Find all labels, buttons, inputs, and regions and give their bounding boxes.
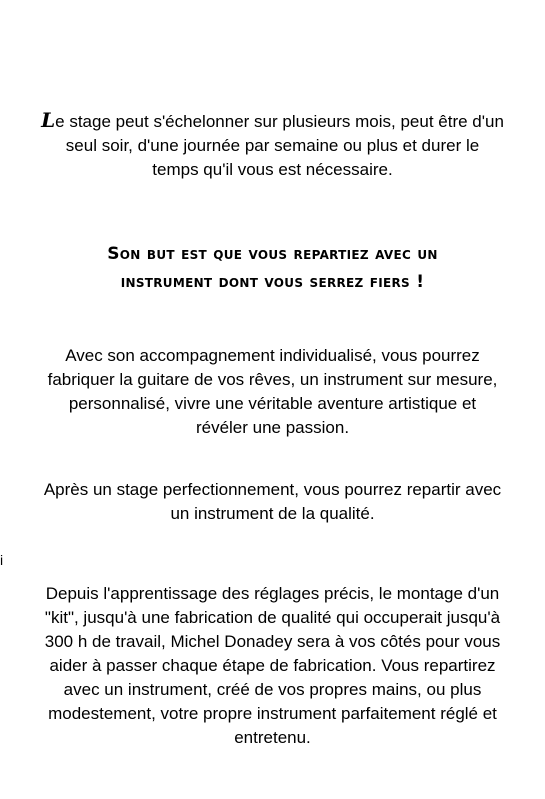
details-paragraph [0, 582, 545, 750]
intro-line: temps qu'il vous est nécessaire. [152, 160, 393, 179]
details-line: 300 h de travail, Michel Donadey sera à vos côtés pour vous [44, 632, 501, 651]
details-line: modestement, votre propre instrument parfaitement réglé et [48, 704, 497, 723]
stray-character: i [0, 552, 4, 568]
intro-paragraph [0, 108, 545, 182]
accompaniment-line: personnalisé, vivre une véritable aventure artistique et [68, 394, 477, 413]
headline-paragraph [0, 240, 545, 296]
details-line: aider à passer chaque étape de fabrication. Vous repartirez [49, 656, 496, 675]
accompaniment-line: Avec son accompagnement individualisé, vous pourrez [65, 346, 480, 365]
headline-line: instrument dont vous serrez fiers ! [120, 272, 425, 292]
accompaniment-line: révéler une passion. [195, 418, 350, 437]
drop-cap-letter: L [41, 108, 56, 132]
details-line: avec un instrument, créé de vos propres mains, ou plus [63, 680, 482, 699]
accompaniment-paragraph [0, 344, 545, 440]
details-line: "kit", jusqu'à une fabrication de qualité qui occuperait jusqu'à [44, 608, 501, 627]
intro-line: seul soir, d'une journée par semaine ou plus et durer le [65, 136, 480, 155]
accompaniment-line: fabriquer la guitare de vos rêves, un instrument sur mesure, [47, 370, 498, 389]
intro-line: e stage peut s'échelonner sur plusieurs mois, peut être d'un [55, 112, 504, 131]
headline-line: Son but est que vous repartiez avec un [107, 244, 438, 264]
details-line: entretenu. [234, 728, 311, 747]
perfectionnement-line: un instrument de la qualité. [170, 504, 375, 523]
details-line: Depuis l'apprentissage des réglages précis, le montage d'un [45, 584, 500, 603]
perfectionnement-paragraph [0, 478, 545, 526]
perfectionnement-line: Après un stage perfectionnement, vous pourrez repartir avec [43, 480, 502, 499]
